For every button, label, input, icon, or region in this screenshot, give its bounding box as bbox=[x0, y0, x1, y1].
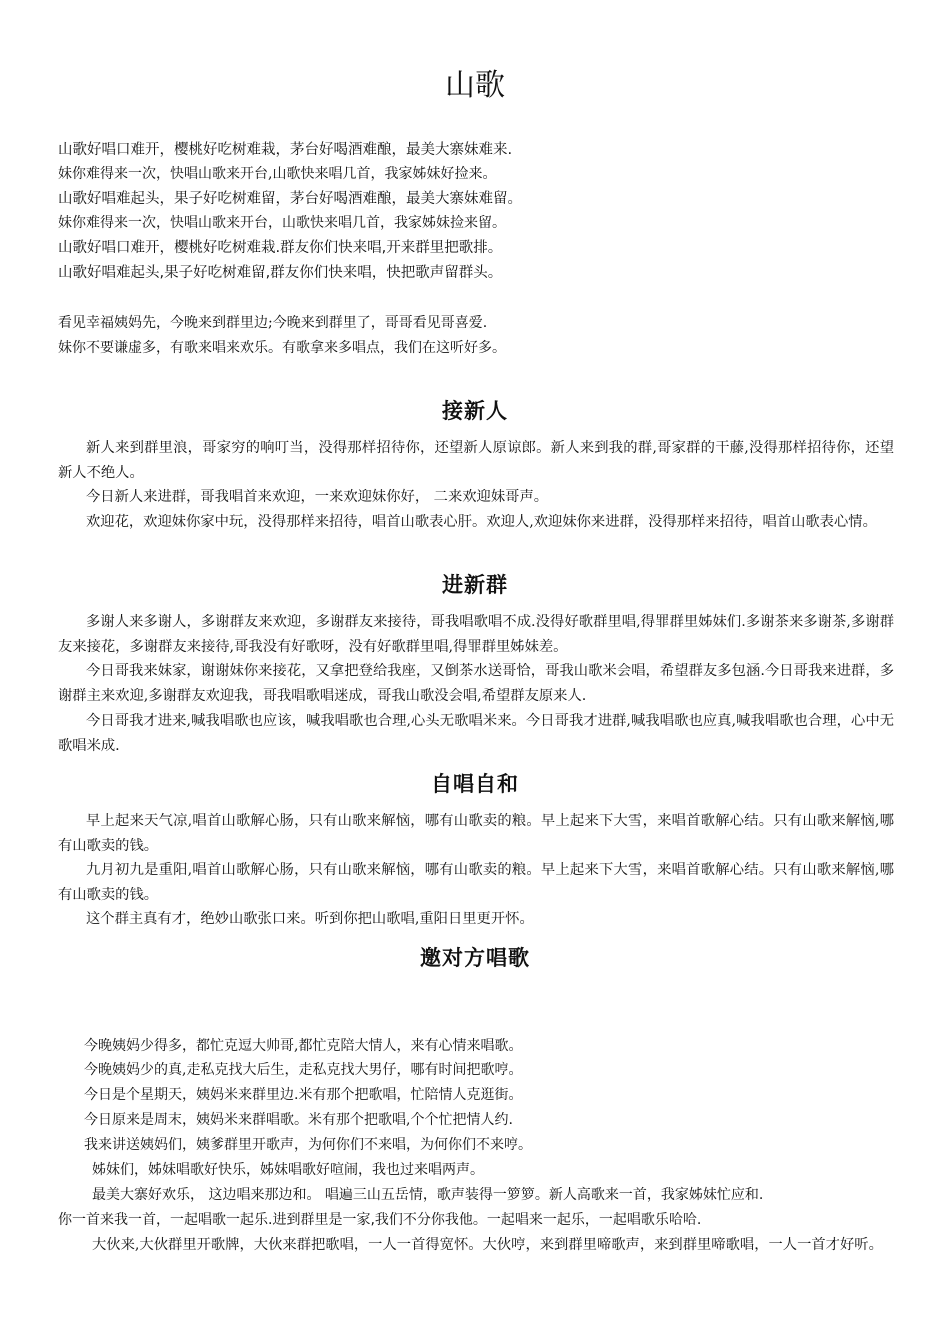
document-title: 山歌 bbox=[445, 68, 505, 103]
section-heading: 邀对方唱歌 bbox=[420, 946, 530, 970]
section-paragraph: 新人来到群里浪，哥家穷的响叮当，没得那样招待你，还望新人原谅郎。新人来到我的群,哥家群的干藤,没得那样招待你，还望新人不绝人。 bbox=[58, 440, 894, 481]
section-heading: 进新群 bbox=[442, 573, 508, 597]
section-paragraph: 今日哥我来妹家，谢谢妹你来接花，又拿把登给我座，又倒茶水送哥恰，哥我山歌米会唱，希望群友多包涵.今日哥我来进群，多谢群主来欢迎,多谢群友欢迎我，哥我唱歌唱迷成，哥我山歌没会唱,希望群友原来人. bbox=[58, 663, 894, 704]
section-paragraph: 今日哥我才进来,喊我唱歌也应该，喊我唱歌也合理,心头无歌唱米来。今日哥我才进群,喊我唱歌也应真,喊我唱歌也合理，心中无歌唱米成. bbox=[58, 713, 894, 754]
verse-line: 姊妹们，姊妹唱歌好快乐，姊妹唱歌好喧闹，我也过来唱两声。 bbox=[92, 1162, 484, 1178]
intro2-line: 看见幸福姨妈先，今晚来到群里边;今晚来到群里了，哥哥看见哥喜爱. bbox=[58, 315, 488, 331]
intro-line: 山歌好唱难起头，果子好吃树难留，茅台好喝酒难酿，最美大寨妹难留。 bbox=[58, 191, 522, 207]
section-heading: 自唱自和 bbox=[431, 772, 519, 796]
bold-verse-line: 你一首来我一首，一起唱歌一起乐.进到群里是一家,我们不分你我他。一起唱来一起乐，一起唱歌乐哈哈. bbox=[58, 1212, 702, 1228]
verse-line: 今晚姨妈少得多，都忙克逗大帅哥,都忙克陪大情人，来有心情来唱歌。 bbox=[84, 1038, 523, 1054]
intro2-line: 妹你不要谦虚多，有歌来唱来欢乐。有歌拿来多唱点，我们在这听好多。 bbox=[58, 340, 506, 356]
section-paragraph: 欢迎花，欢迎妹你家中玩，没得那样来招待，唱首山歌表心肝。欢迎人,欢迎妹你来进群，没得那样来招待，唱首山歌表心情。 bbox=[86, 514, 877, 530]
section-paragraph: 早上起来天气凉,唱首山歌解心肠，只有山歌来解恼，哪有山歌卖的粮。早上起来下大雪，来唱首歌解心结。只有山歌来解恼,哪有山歌卖的钱。 bbox=[58, 813, 894, 854]
section-paragraph: 多谢人来多谢人，多谢群友来欢迎，多谢群友来接待，哥我唱歌唱不成.没得好歌群里唱,得罪群里姊妹们.多谢茶来多谢茶,多谢群友来接花，多谢群友来接待,哥我没有好歌呀，没有好歌群里唱,得罪群里姊妹差。 bbox=[58, 614, 894, 655]
intro-line: 山歌好唱难起头,果子好吃树难留,群友你们快来唱，快把歌声留群头。 bbox=[58, 265, 503, 281]
closing-paragraph: 大伙来,大伙群里开歌牌，大伙来群把歌唱，一人一首得宽怀。大伙哼，来到群里啼歌声，来到群里啼歌唱，一人一首才好听。 bbox=[92, 1237, 883, 1253]
bold-verse-line: 最美大寨好欢乐， 这边唱来那边和。 唱遍三山五岳情，歌声装得一箩箩。新人高歌来一首，我家姊妹忙应和. bbox=[92, 1187, 764, 1203]
intro-line: 山歌好唱口难开，樱桃好吃树难栽.群友你们快来唱,开来群里把歌排。 bbox=[58, 240, 503, 256]
section-paragraph: 今日新人来进群，哥我唱首来欢迎，一来欢迎妹你好， 二来欢迎妹哥声。 bbox=[86, 489, 549, 505]
verse-line: 我来讲送姨妈们，姨爹群里开歌声，为何你们不来唱，为何你们不来哼。 bbox=[84, 1137, 532, 1153]
intro-line: 山歌好唱口难开，樱桃好吃树难栽，茅台好喝酒难酿，最美大寨妹难来. bbox=[58, 142, 513, 158]
verse-line: 今日原来是周末，姨妈米来群唱歌。米有那个把歌唱,个个忙把情人约. bbox=[84, 1112, 513, 1128]
verse-line: 今晚姨妈少的真,走私克找大后生，走私克找大男仔，哪有时间把歌哼。 bbox=[84, 1062, 523, 1078]
intro-line: 妹你难得来一次，快唱山歌来开台,山歌快来唱几首，我家姊妹好捡来。 bbox=[58, 166, 497, 182]
intro-line: 妹你难得来一次，快唱山歌来开台，山歌快来唱几首，我家姊妹捡来留。 bbox=[58, 215, 506, 231]
section-paragraph: 这个群主真有才，绝妙山歌张口来。听到你把山歌唱,重阳日里更开怀。 bbox=[86, 911, 534, 927]
section-heading: 接新人 bbox=[442, 399, 508, 423]
verse-line: 今日是个星期天，姨妈米来群里边.米有那个把歌唱，忙陪情人克逛街。 bbox=[84, 1087, 523, 1103]
section-paragraph: 九月初九是重阳,唱首山歌解心肠，只有山歌来解恼，哪有山歌卖的粮。早上起来下大雪，来唱首歌解心结。只有山歌来解恼,哪有山歌卖的钱。 bbox=[58, 862, 894, 903]
